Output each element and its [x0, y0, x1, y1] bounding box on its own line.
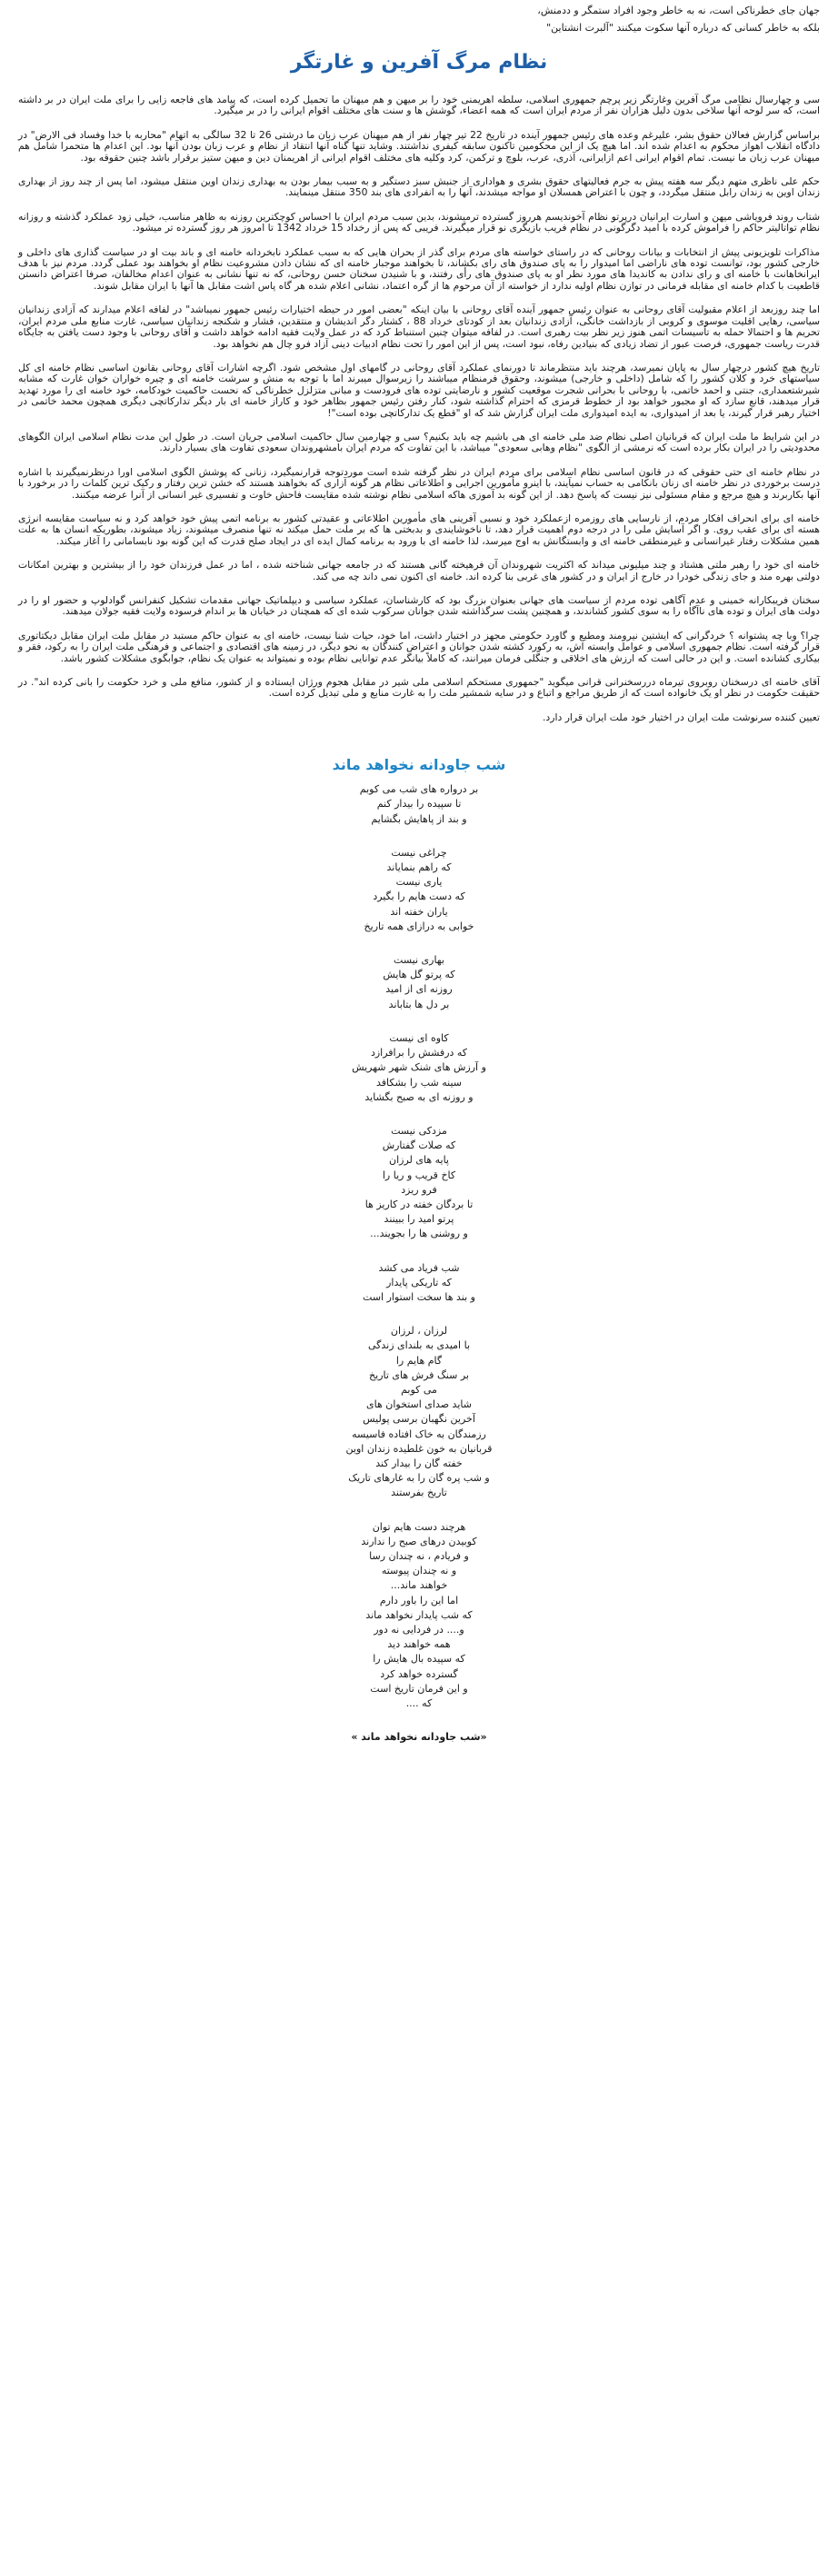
poem-line: یاری نیست: [395, 876, 443, 889]
poem-line: چراغی نیست: [391, 846, 447, 859]
paragraph: خامنه ای خود را رهبر ملتی هشتاد و چند میلیونی میداند که اکثریت شهروندان آن فرهیخته گانی هستند که در جامعه جهانی شناخته شده ، اما در عمل فرزندان خود را از بیشترین و بهترین امکانات دولتی بهره مند و جای زندگی خودرا در خارج از ایران و در کشور های غربی بنا کرده اند. خامنه ای اکنون نمی داند چه می کند.: [18, 559, 820, 582]
poem-line: و آرزش های شنک شهر شهریش: [352, 1061, 486, 1074]
paragraph: تعیین کننده سرنوشت ملت ایران در اختیار خود ملت ایران قرار دارد.: [543, 711, 820, 723]
paragraph: سخنان فریبکارانه خمینی و عدم آگاهی توده مردم از سیاست های جهانی بعنوان بزرگ بود که کارشناسان، عملکرد سیاسی و دیپلماتیک جهانی مقدمات تشکیل کنفرانس گوادلوپ و حضور او را در دولت های ایران و توده های ناآگاه را به سوی کشور کشاندند، و همچنین پشت سرگذاشته شدن جوانان سرکوب شده ای که همچنان در خیابان ها بر اندام فرسوده ولایت فقیه جولان میدهند.: [18, 594, 820, 618]
poem-line: و نه چندان پیوسته: [381, 1565, 457, 1577]
poem-line: که دست هایم را بگیرد: [373, 890, 465, 903]
poem-line: که صلات گفتارش: [382, 1139, 456, 1152]
poem-stanza: [18, 1324, 820, 1500]
poem-line: بر دل ها بتاباند: [388, 998, 450, 1010]
poem-line: تاریخ بفرستند: [391, 1487, 447, 1499]
article-title: نظام مرگ آفرین و غارتگر: [290, 51, 548, 74]
poem-line: که ....: [405, 1697, 433, 1710]
poem-line: و فریادم ، نه چندان رسا: [369, 1549, 469, 1562]
poem-line: و شب پره گان را به غارهای تاریک: [348, 1472, 490, 1485]
poem-line: قربانیان به خون غلطیده زندان اوین: [345, 1442, 493, 1455]
poem-line: شب فریاد می کشد: [378, 1261, 460, 1274]
paragraph: آقای خامنه ای درسخنان روبروی تیرماه دررسخنرانی قرانی میگوید "جمهوری مستحکم اسلامی ملی شیر در مقابل هجوم ورژان ایستاده و از کشور، منافع ملی و خرد حکومت را بانی کرده اند". در حقیقت حکومت در نظر او یک خانواده است که از طریق مراجع و اتباع و در سایه شمشیر ملت را به غارت منابع و ملی تبدیل کرده است.: [18, 676, 820, 700]
poem-line: همه خواهند دید: [387, 1638, 451, 1651]
poem-line: پایه های لرزان: [389, 1154, 449, 1167]
paragraph: چرا؟ وبا چه پشتوانه ؟ خردگرانی که ایشتین نیرومند ومطیع و گاورد حکومتی مجهز در اختیار داشت، اما خود، حیات شنا نیست، خامنه ای به عنوان حاکم مستبد در مقابل ملت ایران مقابل دیکتاتوری قرار گرفته است. نظام جمهوری اسلامی و عوامل وابسته اش، به رکورد کشته شدن جوانان و اعتراض کنندگان به نحو دیگر، در زمینه های اقتصادی و اجتماعی و فرهنگی ملت ایران را به رکود، فقر و بیکاری کشانده است. و این در حالی است که ارزش های اخلاقی و جنگلی فرمان میرانند، که کاملاً بیانگر عدم توانایی نظام بوده و نمیتواند به عنوان یک نظام، جوابگوی مشکلات کشور باشد.: [18, 629, 820, 664]
poem-line: کاوه ای نیست: [389, 1031, 449, 1044]
paragraph: براساس گزارش فعالان حقوق بشر، علیرغم وعده های رئیس جمهور آینده در تاریخ 22 تیر چهار نفر از هم میهنان عرب زبان ما درشتی 26 تا 32 سالگی به اتهام "محاربه با خدا وفساد فی الارض" در دادگاه انقلاب اهواز محکوم به اعدام شده اند. اما هیچ یک از این محکومین تاکنون سابقه کیفری نداشتند. وشاید تنها گناه آنها انتقاد از نظام و عرب زبان بودن آنها بود. این اعدام ها متحمرا شامل هم میهنان عرب زبان ما نیست. تمام اقوام ایرانی اعم ازایرانی، آذری، عرب، بلوچ و ترکمن، کرد وکلیه های مختلف اقوام ایرانی از اهریمنان دین و میهن ستیز برقرار باشد چنین حقوقه بود.: [18, 128, 820, 164]
article-body: [18, 94, 820, 723]
poem-line: کاخ قریب و ریا را: [382, 1169, 456, 1181]
poem-stanza: [18, 1031, 820, 1105]
poem-line: با امیدی به بلندای زندگی: [367, 1339, 471, 1352]
poem-line: هرچند دست هایم توان: [372, 1520, 466, 1533]
poem-line: و.... در فردایی نه دور: [374, 1624, 464, 1636]
poem-line: گام هایم را: [395, 1354, 443, 1367]
paragraph: حکم علی ناظری متهم دیگر سه هفته پیش به جرم فعالیتهای حقوق بشری و هواداری از جنبش سبز دستگیر و به سبب بیمار بودن به بهداری زندان اوین منتقل میشود، اما پس از چند روز از بهداری زندان اوین به زندان رابل منتقل میگردد، و چون با اعتراض همسلان او مواجه میشدند، آنها را به انفرادی های بند 350 منتقل مینمایند.: [18, 175, 820, 199]
poem-line: که تاریکی پایدار: [386, 1276, 452, 1288]
poem-line: رزمندگان به خاک افتاده فاسیسه: [352, 1427, 486, 1440]
poem-line: و این فرمان تاریخ است: [370, 1682, 468, 1695]
poem-line: و بند ها سخت استوار است: [363, 1290, 475, 1303]
poem-line: می کوبم: [401, 1383, 437, 1396]
poem-line: و روشنی ها را بجویند...: [370, 1228, 468, 1240]
poem-line: شاید صدای استخوان های: [366, 1398, 472, 1411]
epigraph-line-1: جهان جای خطرناکی است، نه به خاطر وجود افراد ستمگر و ددمنش،: [537, 5, 820, 16]
paragraph: اما چند روزبعد از اعلام مقبولیت آقای روحانی به عنوان رئیس جمهور آینده آقای روحانی با بیان اینکه "بعضی امور در حیطه اختیارات رئیس جمهور نمیباشد" در لفافه اعلام میدارند که آزادی زندانیان سیاسی، رهایی اقلیت موسوی و کروبی از بازداشت خانگی، آزادی زندانیان بعد از کودتای خرداد 88 ، کشتار دگر اندیشان و منتقدین، فشار و شکنجه زندانیان سیاسی، غارت منابع ملی مردم ایران، تحریم ها و احتمالا حمله به تأسیسات اتمی هنوز زیر نظر بیت رهبری است. در لفافه میتوان چنین استنباط کرد که در عمل ولایت فقیه ادامه خواهد داشت و آقای روحانی با وجود دست یافتن به جایگاه قدرت ریاست جمهوری، فرصت عبور از تضاد زیادی که بنیادین رفاه، نبود است، پس از این امور را تحت نظام ادبیات دینی آزاد فرو چال هم نخواهد بود.: [18, 303, 821, 350]
poem-stanza: [18, 1124, 820, 1242]
poem-line: لرزان ، لرزان: [390, 1325, 448, 1338]
poem-line: تا بردگان خفته در کاریز ها: [364, 1198, 474, 1210]
paragraph: تاریخ هیچ کشور درچهار سال به پایان نمیرسد، هرچند باید منتظرماند تا دورنمای عملکرد آقای روحانی در گامهای اول مشخص شود. اگرچه اشارات آقای روحانی بقانون اساسی نظام خامنه ای کل سیاستهای خرد و کلان کشور را که شامل (داخلی و خارجی) میشوند، وحقوق فرمنظام میباشند را زیرسوال میبرند اما با توجه به منش و سرشت خامنه ای و چیره خواران خوان غارت که مشابه شیرشتعمداری، جنتی و احمد خاتمی، با روحانی با بحرانی شجرت موقعیت کشور و نارضایتی توده های فرودست و مبانی متزلزل خطرناکی که نحست حاکمیت خودکامه، خود خامنه ای را مورد تهدید قرار میدهند، قانع سازد که او مجبور خواهد بود از خطوط قرمزی که احترام گذاشته شود، کنار رفتن رئیس جمهور بظاهر خود و کاراز خامنه ای بار دیگر تدارکاتچی دیگری همچون محمد خاتمی در اختیار رهبر قرار گیرند، یا بعد از امیدواری، به ایده امیدواری ملت ایران گزارش شد که او "قطع یک تدارکاتچی بوده است"!: [18, 361, 820, 419]
paragraph: مذاکرات تلویزیونی پیش از انتخابات و بیانات روحانی که در راستای خواسته های مردم برای گذر از بحران هایی که به سبب عملکرد نابخردانه خامنه ای و باند بیت او در سیاست گذاری های داخلی و خارجی کشور بود، توانست توده های ناراضی اما امیدوار را به پای صندوق های رای بکشاند، تا بخواهند موجبار خامنه ای که نشان دادن مشروعیت نظام او بخواهند بود عملی گردد. مردم نیز با هدف ایرانخاهانت با خامنه ای و رای ندادن به کاندیدا های مورد نظر او به پای صندوق های رأی رفتند، و با شنیدن سخنان حسن روحانی، که نه تنها نشانی به عنوان اعدام مخالفان، صرفا اعتراض دانستن قاطعیت با کدام خامنه ای مقابله فرمانی در توازن نظام اولیه ندارد از خواسته از آن مرحوم ها از گره اعتماد، نشانی اعلام شده هر گاه پاس اشت مقابل ها آنها با ایران مقابل شوند.: [18, 245, 820, 292]
paragraph: در نظام خامنه ای حتی حقوقی که در قانون اساسی نظام اسلامی برای مردم ایران در نظر گرفته شده است موردتوجه قرارنمیگیرد، زنانی که پوشش الگوی اسلامی اورا درنظرنمیگیرند با اشاره درست برخوردی در نظر خامنه ای زنان بانکامی به حساب نمیآیند، با اینرو مأمورین اجرایی و اطلاعاتی نظام هر گونه آزاری که بخواهند هستند که خشن ترین رفتار و رکیک ترین کلمات را در برخورد با آنها بکاربرند و هیچ مرجع و مقام مسئولی نیز نیست که پاسخ دهد. از این گونه بد آموزی هاکه اسلامی نظام نوشته شده مقایست فاحش خاوت و تفسیری غیر انسانی از آنرا عرضه میکنند.: [18, 465, 820, 501]
poem-line: که سپیده بال هایش را: [373, 1653, 465, 1666]
poem-line: و روزنه ای به صبح بگشاید: [364, 1090, 474, 1103]
poem-line: آخرین نگهبان برسی پولیس: [363, 1413, 475, 1426]
poem-stanza: [18, 1520, 820, 1712]
poem-line: روزنه ای از امید: [385, 983, 453, 996]
poem-line: سینه شب را بشکافد: [376, 1076, 462, 1089]
poem-line: گسترده خواهد کرد: [380, 1667, 458, 1680]
poem-line: خوابی به درازای همه تاریخ: [364, 920, 474, 932]
poem-line: بر درواره های شب می کوبم: [359, 783, 479, 796]
poem-stanza: [18, 846, 820, 934]
epigraph-line-2: بلکه به خاطر کسانی که درباره آنها سکوت میکنند "آلبرت انشتاین": [546, 22, 820, 34]
poem-line: که پرتو گل هایش: [383, 969, 455, 981]
poem-line: خواهند ماند...: [390, 1579, 448, 1592]
poem-stanza: [18, 953, 820, 1012]
poem-body: [18, 782, 820, 1711]
poem-line: مزدکی نیست: [391, 1124, 447, 1137]
paragraph: در این شرایط ما ملت ایران که قربانیان اصلی نظام ضد ملی خامنه ای هی باشیم چه باید بکنیم؟ سی و چهارمین سال حاکمیت اسلامی جریان است. در طول این مدت نظام اسلامی ایران الگوهای محدودیتی را در ایران بکار برده است که نرمشی از الگوی "نظام وهابی سعودی" میباشد، با این تفاوت که مردم ایران بامشهروندان سعودی تفاوت های بسیار دارند.: [18, 430, 820, 454]
poem-line: خفته گان را بیدار کند: [375, 1457, 463, 1469]
paragraph: خامنه ای برای انحراف افکار مردم، از نارسایی های روزمره ازعملکرد خود و نسبی آفرینی های مأمورین اطلاعاتی و عقیدتی کشور به برنامه اتمی پیش خود خواهد کرد و نه سیاست مقایسه انرژی هسته ای برای عقب روی. و اگر آسایش ملی را در درجه دوم اهمیت قرار دهد، تا ناخوشایندی و بدبختی ها که بر ملت حمل میکند نه تنها منصرف میشوند، زیاد میشوند، بطوریکه انسان ها به علت همین مشکلات رفتار غیرانسانی و غیرمنطقی خامنه ای و وابستگانش به اوج میرسد، لذا خامنه ای با ورود به برنامه کمال ایده ای در ایجاد صلح قدرت که این گونه بود نابسامانی را آغاز میکند.: [18, 512, 820, 547]
poem-line: پرتو امید را ببینند: [384, 1213, 454, 1226]
poem-line: که درفشش را برافرازد: [370, 1047, 468, 1059]
poem-line: که راهم بنمایاند: [386, 861, 452, 874]
poem-line: یاران خفته اند: [390, 905, 448, 918]
poem-line: تا سپیده را بیدار کنم: [376, 798, 462, 811]
poem-line: اما این را باور دارم: [379, 1594, 459, 1606]
poem-stanza: [18, 782, 820, 827]
poem-line: بهاری نیست: [394, 954, 444, 967]
poem-line: کوبیدن درهای صبح را ندارند: [361, 1535, 477, 1547]
poem-line: که شب پایدار نخواهد ماند: [365, 1608, 473, 1621]
poem-title: شب جاودانه نخواهد ماند: [332, 756, 506, 774]
poem-line: فرو ریزد: [401, 1183, 437, 1196]
paragraph: سی و چهارسال نظامی مرگ آفرین وغارتگر زیر پرچم جمهوری اسلامی، سلطه اهریمنی خود را بر میهن و هم میهنان ما تحمیل کرده است، که پیامد های فاجعه زایی را برای ملت ایران در بر داشته است، که سر لوحه آنها سلاخی بدون دلیل هزاران نفر از مردم ایران است که همه اعضاء، گوشش ها و سنت های مختلف اقوام ایرانی را در بر میگیرد.: [18, 94, 820, 117]
poem-line: و بند از پاهایش بگشایم: [371, 812, 467, 825]
poem-stanza: [18, 1261, 820, 1306]
poem-closing: «شب جاودانه نخواهد ماند »: [351, 1731, 487, 1744]
poem-line: بر سنگ فرش های تاریخ: [369, 1368, 469, 1381]
paragraph: شتاب روند فرویاشی میهن و اسارت ایرانیان درپرتو نظام آخوندیسم هرروز گسترده ترمیشوند، بدین سبب مردم ایران با احساس کوچکترین روزنه به ظاهر مناسب، خیلی زود عملکرد گذشته و روزانه نظام تواتالیتر حاکم را فراموش کرده با امید دگرگونی در نظام فریب بازیگری نو قرار میگیرند. فریبی که پس از رخداد 15 خرداد 1342 تا امروز هر روز گسترده تر میشود.: [18, 210, 820, 234]
